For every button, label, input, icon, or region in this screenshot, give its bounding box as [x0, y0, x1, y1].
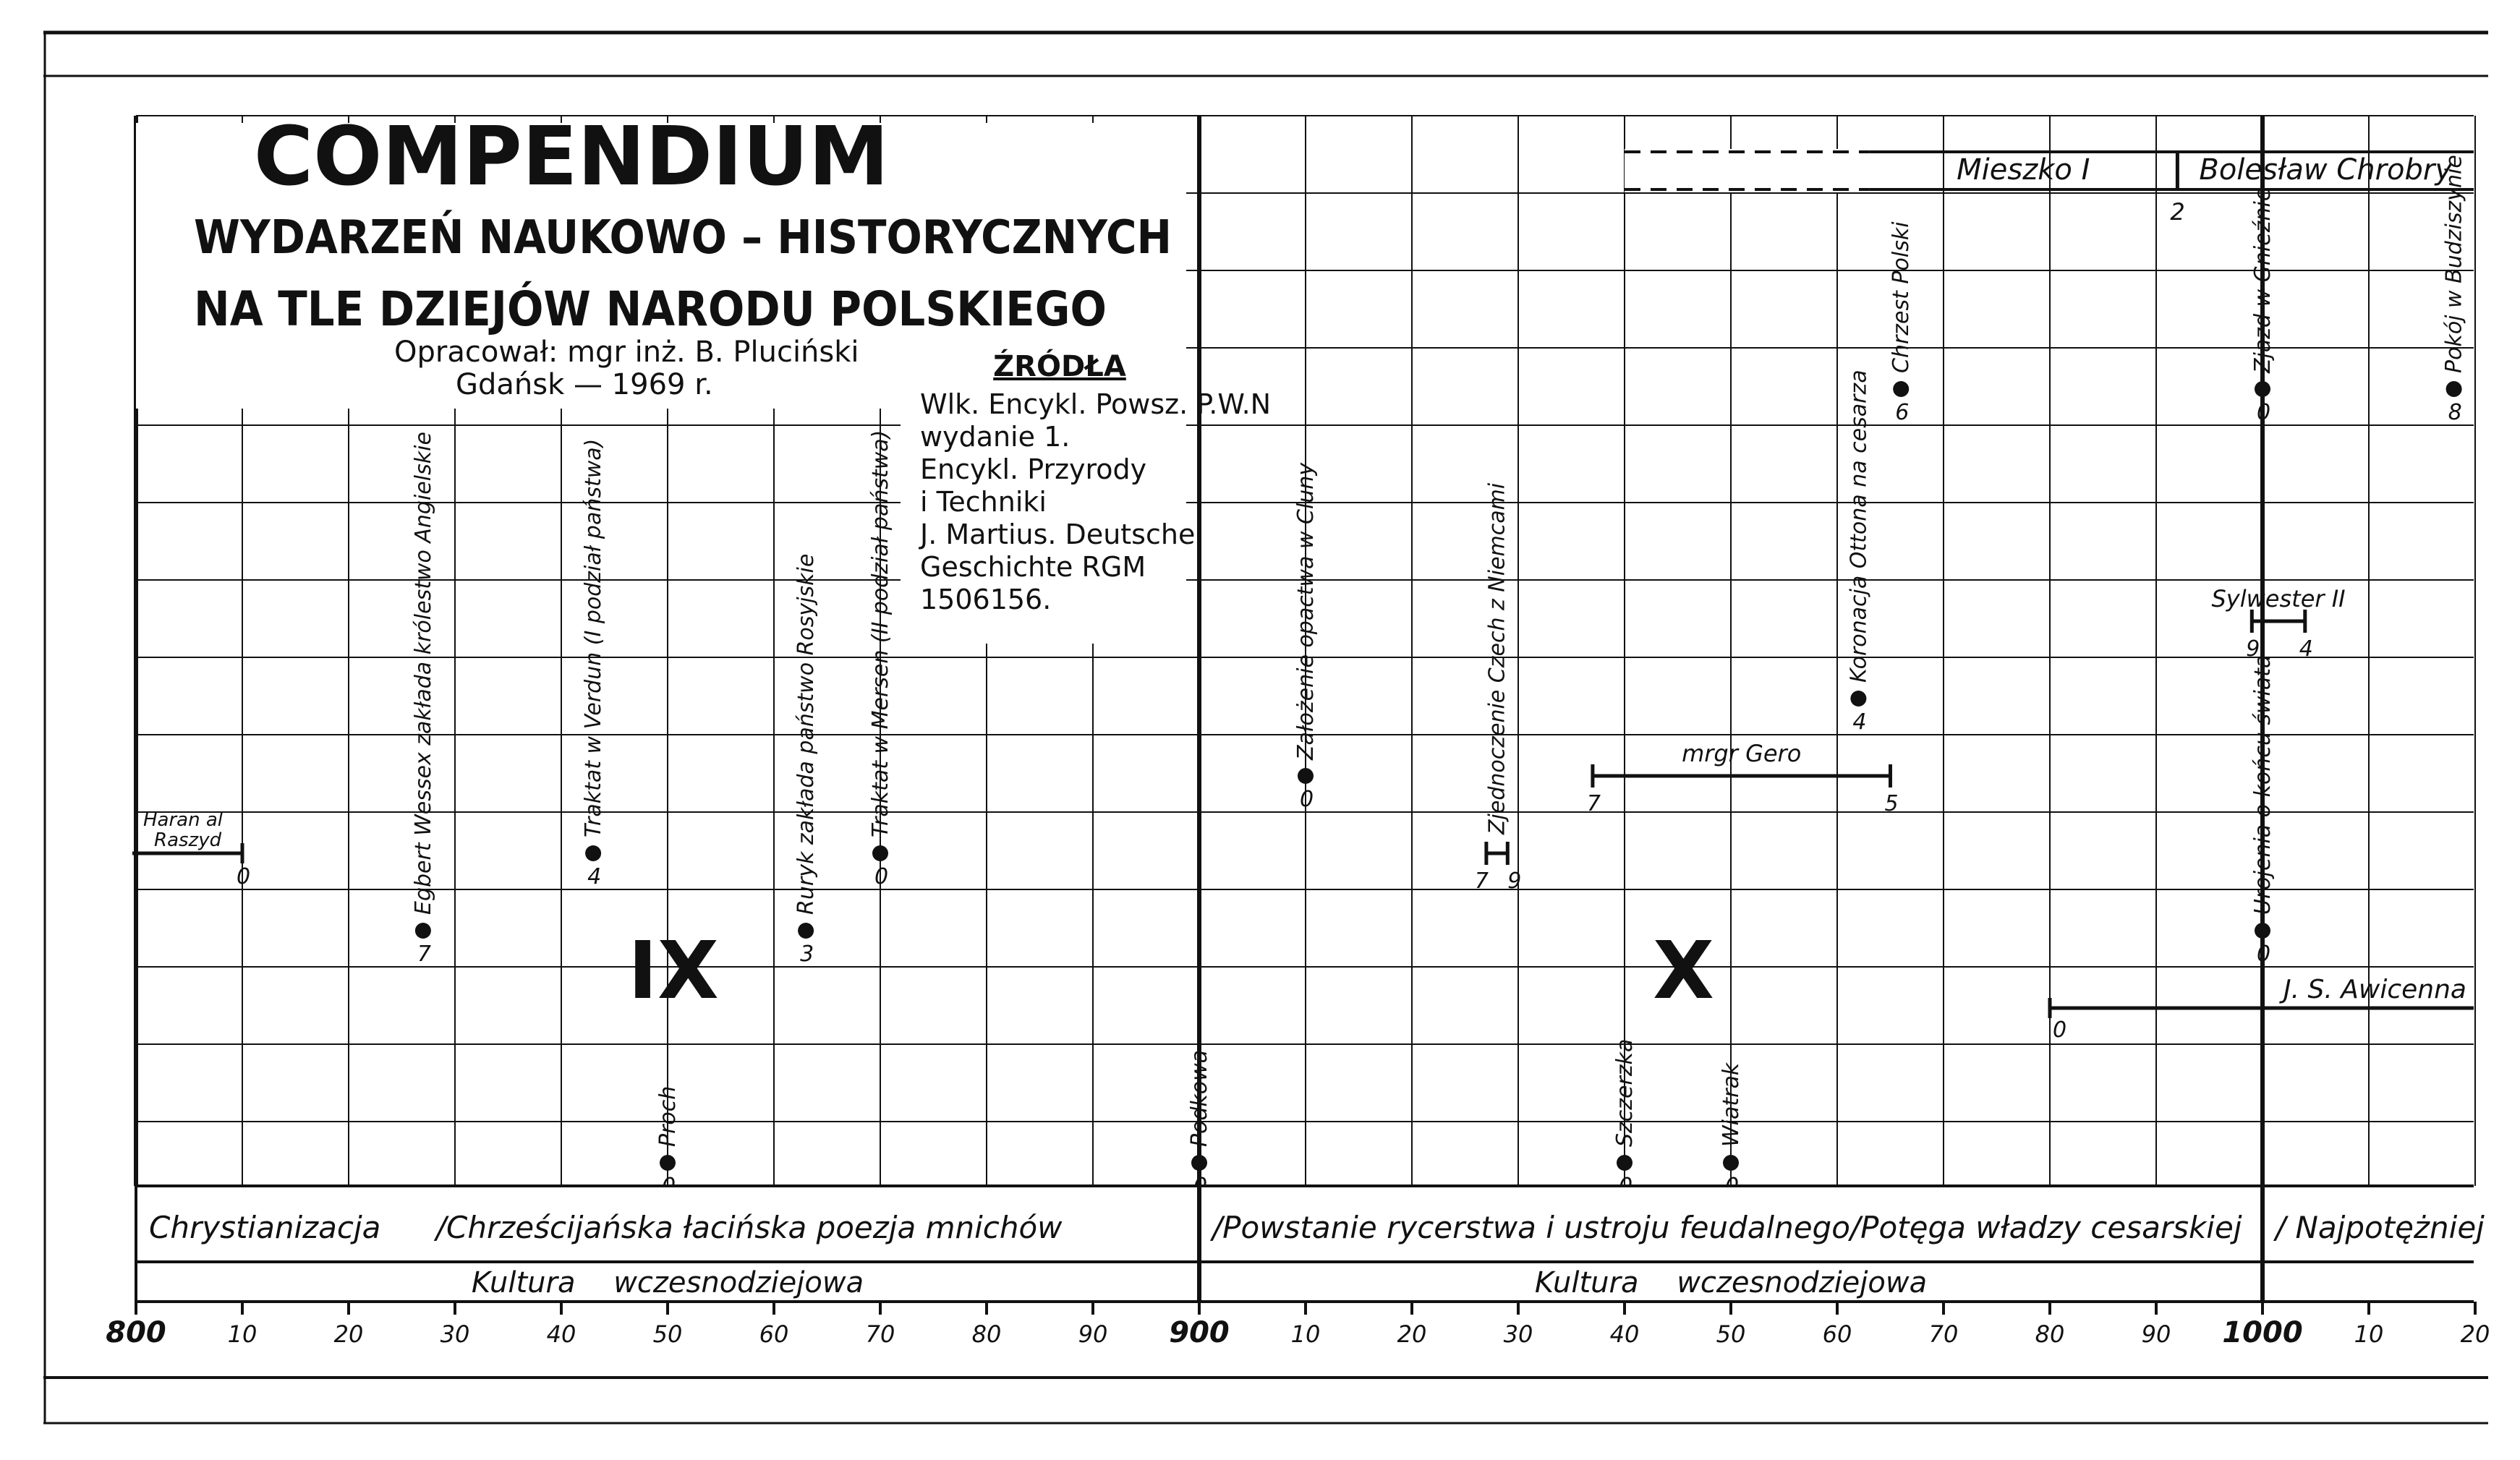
culture-era: Kultura wczesnodziejowa: [1534, 1266, 1928, 1299]
event-year-label: 0: [874, 864, 889, 889]
event-label: Podkowa: [1187, 1049, 1212, 1147]
axis-tick-label: 20: [2460, 1320, 2490, 1348]
source-line: Wlk. Encykl. Powsz. P.W.N: [920, 388, 1272, 420]
event-label: Pokój w Budziszynie: [2441, 155, 2467, 373]
source-line: J. Martius. Deutsche: [920, 518, 1196, 550]
culture-band: [136, 1186, 2485, 1302]
axis-tick-label: 70: [865, 1320, 895, 1348]
axis-tick-label: 40: [1609, 1320, 1640, 1348]
author-line: Opracował: mgr inż. B. Pluciński: [394, 336, 859, 369]
axis-tick-label: 1000: [2222, 1316, 2303, 1349]
axis-tick-label: 10: [2354, 1320, 2384, 1348]
event-dot: [2255, 923, 2270, 939]
event-label: Egbert Wessex zakłada królestwo Angielskie: [410, 432, 436, 915]
event-dot: [660, 1155, 676, 1171]
event-year-label: 4: [587, 864, 602, 889]
event-year-label: 4: [2299, 636, 2313, 662]
event-dot: [2255, 381, 2270, 397]
event-dot: [1617, 1155, 1633, 1171]
axis-tick-label: 30: [440, 1320, 470, 1348]
event-dot: [1850, 691, 1866, 706]
source-line: Geschichte RGM: [920, 551, 1146, 583]
event-dot: [798, 923, 814, 939]
event-year-label: 4: [1852, 709, 1867, 735]
event-label: Założenie opactwa w Cluny: [1293, 462, 1319, 760]
event-dot: [872, 845, 888, 861]
century-label: IX: [628, 924, 719, 1017]
source-line: Encykl. Przyrody: [920, 453, 1147, 485]
culture-period: / Najpotężniej: [2276, 1210, 2485, 1245]
event-dot: [1723, 1155, 1739, 1171]
event-dot: [2446, 381, 2462, 397]
ruler-name: Mieszko I: [1957, 153, 2090, 187]
event-year-label: 7: [1474, 868, 1489, 894]
century-label: X: [1653, 924, 1714, 1017]
axis-tick-label: 10: [1290, 1320, 1321, 1348]
event-year-label: 3: [800, 942, 814, 967]
axis-tick-label: 60: [759, 1320, 789, 1348]
axis-tick-label: 50: [1716, 1320, 1746, 1348]
ruler-name: Bolesław Chrobry: [2199, 153, 2453, 187]
event-year-label: 0: [2053, 1017, 2067, 1043]
chart-title: COMPENDIUM: [253, 110, 890, 204]
source-line: i Techniki: [920, 486, 1047, 518]
event-label: Haran al: [143, 809, 224, 831]
place-year: Gdańsk — 1969 r.: [456, 368, 713, 401]
axis-tick-label: 80: [971, 1320, 1002, 1348]
axis-tick-label: 70: [1928, 1320, 1959, 1348]
rulers-row: [1625, 149, 2520, 226]
axis-tick-label: 800: [106, 1316, 166, 1349]
event-label: Sylwester II: [2211, 585, 2346, 612]
event-label: Traktat w Mersen (II podział państwa): [868, 430, 893, 837]
axis-tick-label: 90: [1078, 1320, 1108, 1348]
axis-tick-label: 90: [2141, 1320, 2171, 1348]
event-label: J. S. Awicenna: [2283, 975, 2466, 1004]
axis-tick-label: 30: [1503, 1320, 1533, 1348]
event-year-label: 0: [2257, 942, 2271, 967]
event-dot: [585, 845, 601, 861]
event-label: Zjednoczenie Czech z Niemcami: [1484, 482, 1510, 834]
culture-period: /Potęga władzy cesarskiej: [1850, 1210, 2242, 1245]
axis-tick-label: 60: [1822, 1320, 1852, 1348]
event-year-label: 7: [417, 942, 431, 967]
ruler-end-label: 2: [2170, 198, 2185, 226]
event-label: mrgr Gero: [1682, 740, 1802, 767]
axis-tick-label: 20: [333, 1320, 364, 1348]
culture-era: Kultura wczesnodziejowa: [471, 1266, 864, 1299]
axis-tick-label: 20: [1397, 1320, 1427, 1348]
event-year-label: 5: [1884, 791, 1899, 816]
event-dot: [1191, 1155, 1207, 1171]
axis-tick-label: 50: [652, 1320, 683, 1348]
axis-tick-label: 40: [546, 1320, 576, 1348]
chart-subtitle-2: NA TLE DZIEJÓW NARODU POLSKIEGO: [194, 281, 1107, 337]
event-year-label: 6: [1895, 400, 1910, 425]
event-label: Chrzest Polski: [1889, 221, 1915, 373]
event-label: Proch: [655, 1085, 681, 1147]
event-year-label: 0: [1300, 787, 1314, 812]
culture-period: Chrystianizacja: [149, 1210, 381, 1245]
culture-period: /Powstanie rycerstwa i ustroju feudalnego: [1212, 1210, 1850, 1245]
event-year-label: 7: [1586, 791, 1601, 816]
event-label: Zjazd w Gnieźnie: [2250, 187, 2276, 373]
chart-subtitle-1: WYDARZEŃ NAUKOWO – HISTORYCZNYCH: [194, 211, 1274, 265]
event-dot: [415, 923, 431, 939]
event-year-label: 0: [237, 864, 251, 889]
axis-tick-label: 80: [2035, 1320, 2065, 1348]
event-label: Szczerzka: [1612, 1038, 1638, 1147]
event-year-label: 9: [2246, 636, 2260, 662]
event-label: Wiatrak: [1719, 1062, 1744, 1147]
axis-tick-label: 10: [227, 1320, 257, 1348]
event-label: Ruryk zakłada państwo Rosyjskie: [793, 553, 820, 915]
source-line: 1506156.: [920, 584, 1052, 615]
event-label: Raszyd: [154, 829, 222, 851]
year-axis: [106, 1302, 2490, 1349]
axis-tick-label: 900: [1169, 1316, 1230, 1349]
event-label: Urojenia o końcu świata: [2250, 654, 2276, 915]
event-year-label: 8: [2448, 400, 2462, 425]
source-line: wydanie 1.: [920, 421, 1070, 453]
sources-heading: ŹRÓDŁA: [993, 350, 1126, 383]
event-label: Traktat w Verdun (I podział państwa): [581, 438, 607, 837]
event-year-label: 9: [1507, 868, 1522, 894]
event-dot: [1893, 381, 1909, 397]
event-year-label: 0: [2257, 400, 2271, 425]
event-label: Koronacja Ottona na cesarza: [1846, 370, 1872, 683]
culture-period: /Chrześcijańska łacińska poezja mnichów: [435, 1210, 1063, 1245]
ruler-gap: [1625, 149, 1869, 192]
event-dot: [1298, 768, 1314, 784]
century-labels: [628, 924, 1714, 1017]
